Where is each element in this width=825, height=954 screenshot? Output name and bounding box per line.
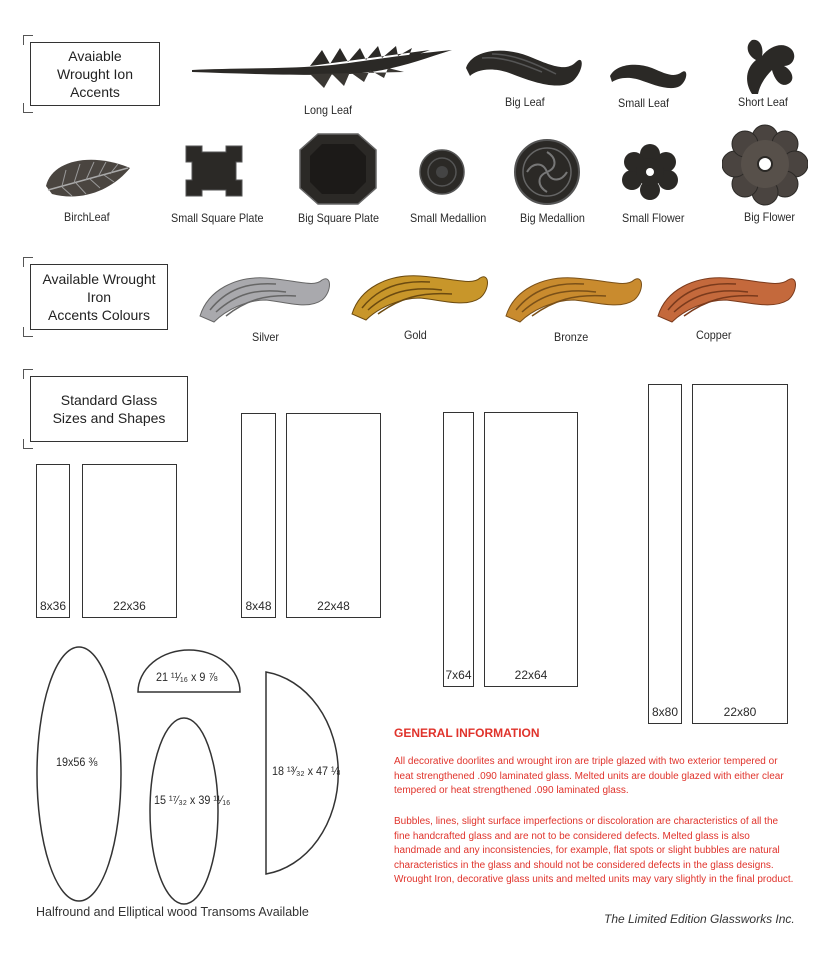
birch-leaf-label: BirchLeaf (64, 210, 110, 224)
silver-label: Silver (252, 330, 280, 344)
glass-8x48 (241, 413, 276, 618)
long-leaf-label: Long Leaf (304, 103, 353, 117)
glass-22x48 (286, 413, 381, 618)
short-leaf-icon (730, 38, 802, 96)
accents-title-line1: Avaiable (68, 48, 122, 64)
big-medallion-icon (512, 138, 582, 206)
oval-transom-small (148, 716, 220, 906)
general-info-paragraph-1: All decorative doorlites and wrought iron are triple glazed with two exterior tempered or heat strengthened .090 laminated glass. Melted units are double glazed with either clear tempered or heat strengthened .090 laminated glass. (394, 756, 784, 796)
transoms-note: Halfround and Elliptical wood Transoms Available (36, 905, 309, 919)
glass-22x80 (692, 384, 788, 724)
oval-small-label: 15 ¹⁷⁄₃₂ x 39 ¹¹⁄₁₆ (154, 793, 231, 807)
birch-leaf-icon (42, 150, 136, 206)
big-square-plate-label: Big Square Plate (298, 211, 380, 225)
small-medallion-icon (418, 148, 466, 196)
glass-22x80-label: 22x80 (723, 705, 757, 719)
accents-section-title (30, 42, 160, 106)
halfround-large-label: 18 ¹³⁄₃₂ x 47 ⅛ (272, 764, 341, 778)
company-name: The Limited Edition Glassworks Inc. (604, 912, 795, 926)
general-info-paragraph-2: Bubbles, lines, slight surface imperfections or discoloration are characteristics of all the fine handcrafted glass and are not to be considered defects. Melted glass is also handmade and any inconsistencies, for example, flat spots or slight bubbles are natural characteristics in the glass and should not be considered defects in the glass designs. Wrought Iron, decorative glass units and melted units may vary slightly in the final product. (394, 816, 794, 885)
glass-22x36-label: 22x36 (113, 599, 146, 613)
glass-title-line1: Standard Glass (60, 392, 158, 408)
colours-section-title (30, 264, 168, 330)
accents-title-line2: Wrought Ion Accents (56, 66, 133, 100)
small-leaf-icon (608, 60, 690, 92)
glass-7x64 (443, 412, 474, 687)
glass-8x36-label: 8x36 (39, 599, 67, 613)
big-flower-label: Big Flower (744, 210, 796, 224)
glass-22x64-label: 22x64 (514, 668, 548, 682)
small-leaf-label: Small Leaf (618, 96, 670, 110)
glass-22x36 (82, 464, 177, 618)
glass-7x64-label: 7x64 (445, 668, 472, 682)
big-leaf-icon (462, 46, 586, 96)
big-square-plate-icon (298, 132, 378, 206)
bronze-label: Bronze (554, 330, 589, 344)
big-leaf-label: Big Leaf (505, 95, 545, 109)
small-square-plate-label: Small Square Plate (171, 211, 264, 225)
silver-leaf-icon (196, 270, 334, 324)
bronze-leaf-icon (502, 270, 646, 324)
big-flower-icon (722, 124, 808, 206)
glass-title-line2: Sizes and Shapes (52, 410, 166, 426)
glass-22x48-label: 22x48 (317, 599, 350, 613)
general-info-heading: GENERAL INFORMATION (394, 726, 540, 740)
small-medallion-label: Small Medallion (410, 211, 487, 225)
glass-22x64 (484, 412, 578, 687)
copper-label: Copper (696, 328, 732, 342)
small-flower-label: Small Flower (622, 211, 685, 225)
glass-8x80 (648, 384, 682, 724)
oval-large-label: 19x56 ⅜ (56, 755, 98, 769)
halfround-small-label: 21 ¹¹⁄₁₆ x 9 ⅞ (156, 670, 218, 684)
small-flower-icon (620, 142, 680, 202)
gold-label: Gold (404, 328, 427, 342)
small-square-plate-icon (182, 142, 246, 200)
long-leaf-icon (190, 44, 458, 94)
big-medallion-label: Big Medallion (520, 211, 585, 225)
glass-8x80-label: 8x80 (651, 705, 679, 719)
glass-section-title (30, 376, 188, 442)
colours-title-line2: Accents Colours (48, 307, 150, 323)
glass-8x36 (36, 464, 70, 618)
gold-leaf-icon (348, 268, 492, 322)
oval-transom-large (34, 644, 124, 904)
short-leaf-label: Short Leaf (738, 95, 788, 109)
copper-leaf-icon (654, 270, 800, 324)
colours-title-line1: Available Wrought Iron (42, 271, 156, 305)
glass-8x48-label: 8x48 (245, 599, 272, 613)
